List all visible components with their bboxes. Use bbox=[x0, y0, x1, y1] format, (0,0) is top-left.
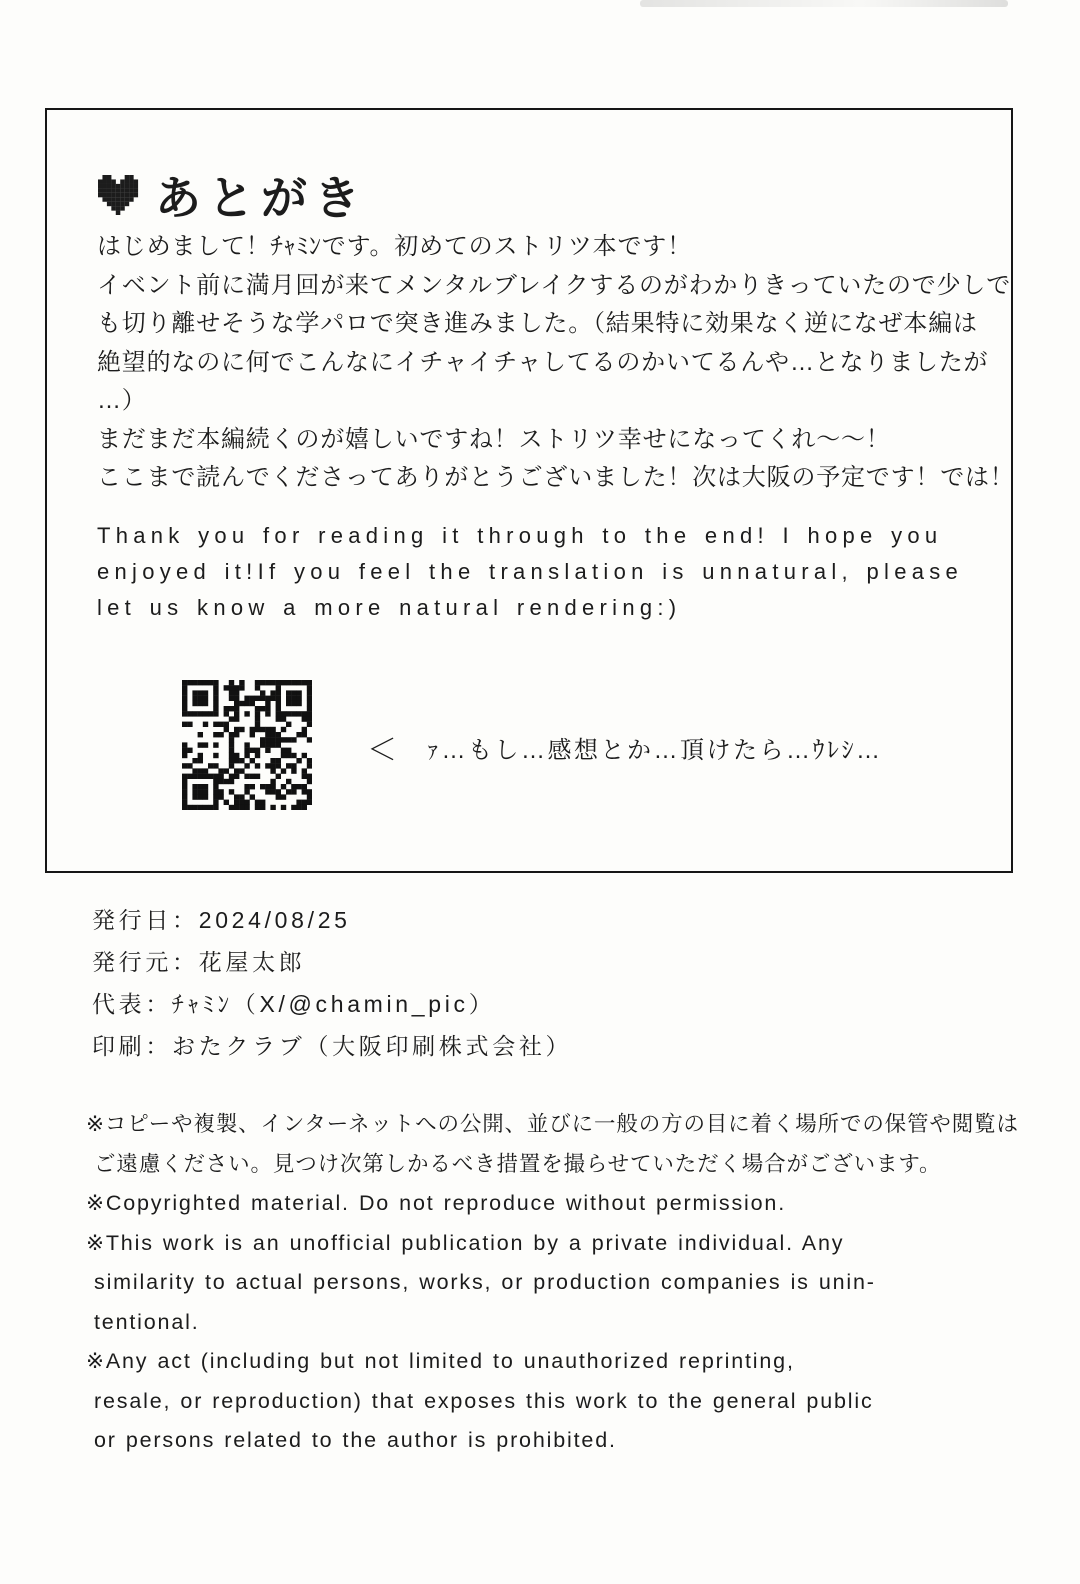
notice-line: ※コピーや複製、インターネットへの公開、並びに一般の方の目に着く場所での保管や閲覧は bbox=[86, 1112, 1019, 1136]
jp-text-line: …） bbox=[97, 387, 147, 414]
jp-text-line: まだまだ本編続くのが嬉しいですね！ストリツ幸せになってくれ～～！ bbox=[97, 425, 891, 453]
en-text-line: Thank you for reading it through to the end! I hope you bbox=[97, 523, 943, 548]
notice-line: ※Any act (including but not limited to unauthorized reprinting, bbox=[86, 1349, 795, 1373]
jp-text-line: はじめまして！ﾁｬﾐﾝです。初めてのストリツ本です！ bbox=[97, 233, 692, 260]
colophon-representative: 代表：ﾁｬﾐﾝ（X/@chamin_pic） bbox=[92, 991, 496, 1017]
pixel-heart-icon bbox=[97, 175, 139, 215]
scan-artifact bbox=[640, 0, 1008, 7]
jp-text-line: 絶望的なのに何でこんなにイチャイチャしてるのかいてるんや…となりましたが bbox=[97, 348, 989, 376]
notice-line: or persons related to the author is prohibited. bbox=[94, 1428, 617, 1452]
legal-notices bbox=[86, 1105, 1019, 1461]
qr-caption-text: ｧ…もし…感想とか…頂けたら…ｳﾚｼ… bbox=[427, 736, 883, 764]
en-text-line: enjoyed it!If you feel the translation is unnatural, please bbox=[97, 559, 964, 584]
notice-line: ※Copyrighted material. Do not reproduce without permission. bbox=[86, 1191, 787, 1215]
notice-line: ご遠慮ください。見つけ次第しかるべき措置を撮らせていただく場合がございます。 bbox=[94, 1151, 942, 1176]
qr-section bbox=[182, 680, 883, 810]
qr-caption bbox=[367, 725, 883, 769]
colophon bbox=[92, 899, 572, 1067]
colophon-publisher: 発行元：花屋太郎 bbox=[92, 949, 306, 975]
afterword-english-text bbox=[97, 518, 963, 626]
page-title-text: あとがき bbox=[155, 172, 367, 224]
jp-text-line: ここまで読んでくださってありがとうございました！次は大阪の予定です！では！ bbox=[97, 464, 1015, 491]
colophon-publish-date: 発行日：2024/08/25 bbox=[92, 907, 351, 933]
jp-text-line: も切り離せそうな学パロで突き進みました。（結果特に効果なく逆になぜ本編は bbox=[97, 310, 978, 337]
notice-line: tentional. bbox=[94, 1309, 200, 1334]
afterword-frame-box bbox=[45, 108, 1013, 873]
page-title bbox=[97, 162, 367, 228]
notice-line: similarity to actual persons, works, or production companies is unin- bbox=[94, 1270, 876, 1294]
qr-code-icon bbox=[182, 680, 312, 810]
speech-pointer: ＜ bbox=[367, 734, 397, 767]
en-text-line: let us know a more natural rendering:) bbox=[97, 595, 682, 620]
jp-text-line: イベント前に満月回が来てメンタルブレイクするのがわかりきっていたので少しで bbox=[97, 271, 1011, 299]
notice-line: resale, or reproduction) that exposes this work to the general public bbox=[94, 1388, 874, 1413]
notice-line: ※This work is an unofficial publication by a private individual. Any bbox=[86, 1230, 845, 1255]
colophon-printer: 印刷：おたクラブ（大阪印刷株式会社） bbox=[92, 1033, 573, 1059]
afterword-japanese-text bbox=[97, 228, 1015, 498]
